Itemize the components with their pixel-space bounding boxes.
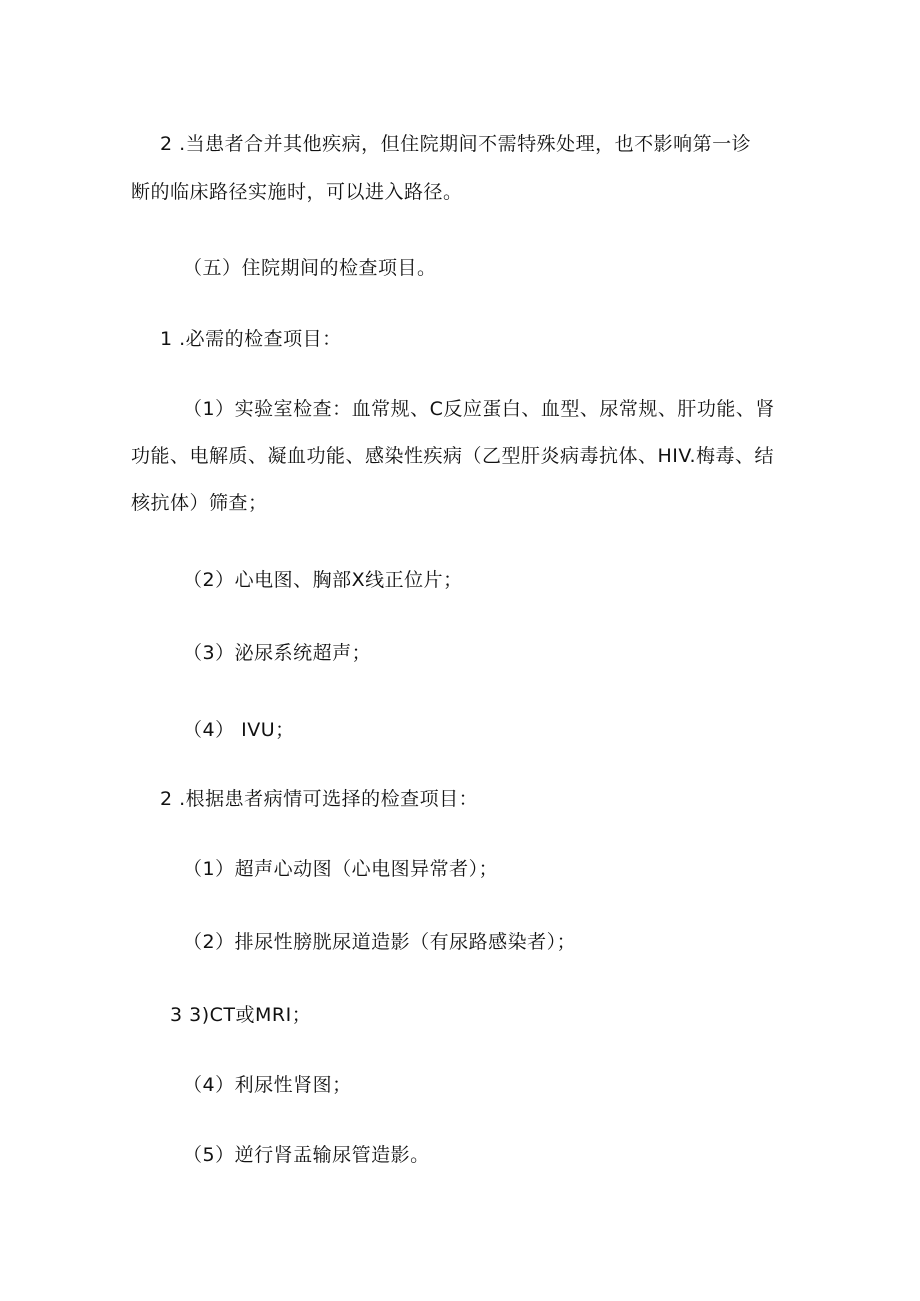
list-item-1-line-1: （1）实验室检查：血常规、C反应蛋白、血型、尿常规、肝功能、肾 <box>183 398 775 420</box>
list-heading-optional: 2 .根据患者病情可选择的检查项目： <box>160 788 479 810</box>
section-heading: （五）住院期间的检查项目。 <box>183 257 437 279</box>
optional-item-4: （4）利尿性肾图； <box>183 1074 352 1096</box>
optional-item-5: （5）逆行肾盂输尿管造影。 <box>183 1144 430 1166</box>
paragraph-line-2: 断的临床路径实施时，可以进入路径。 <box>131 181 463 203</box>
list-item-1-line-3: 核抗体）筛查； <box>131 492 268 514</box>
optional-item-3: 3 3)CT或MRI； <box>170 1004 312 1026</box>
list-item-3: （3）泌尿系统超声； <box>183 642 372 664</box>
paragraph-line-1: 2 .当患者合并其他疾病，但住院期间不需特殊处理，也不影响第一诊 <box>160 133 752 155</box>
optional-item-1: （1）超声心动图（心电图异常者）； <box>183 858 499 880</box>
list-item-4: （4） IVU； <box>183 719 295 741</box>
optional-item-2: （2）排尿性膀胱尿道造影（有尿路感染者）； <box>183 931 577 953</box>
list-heading-required: 1 .必需的检查项目： <box>160 328 342 350</box>
list-item-2: （2）心电图、胸部X线正位片； <box>183 569 463 591</box>
list-item-1-line-2: 功能、电解质、凝血功能、感染性疾病（乙型肝炎病毒抗体、HIV.梅毒、结 <box>131 445 774 467</box>
